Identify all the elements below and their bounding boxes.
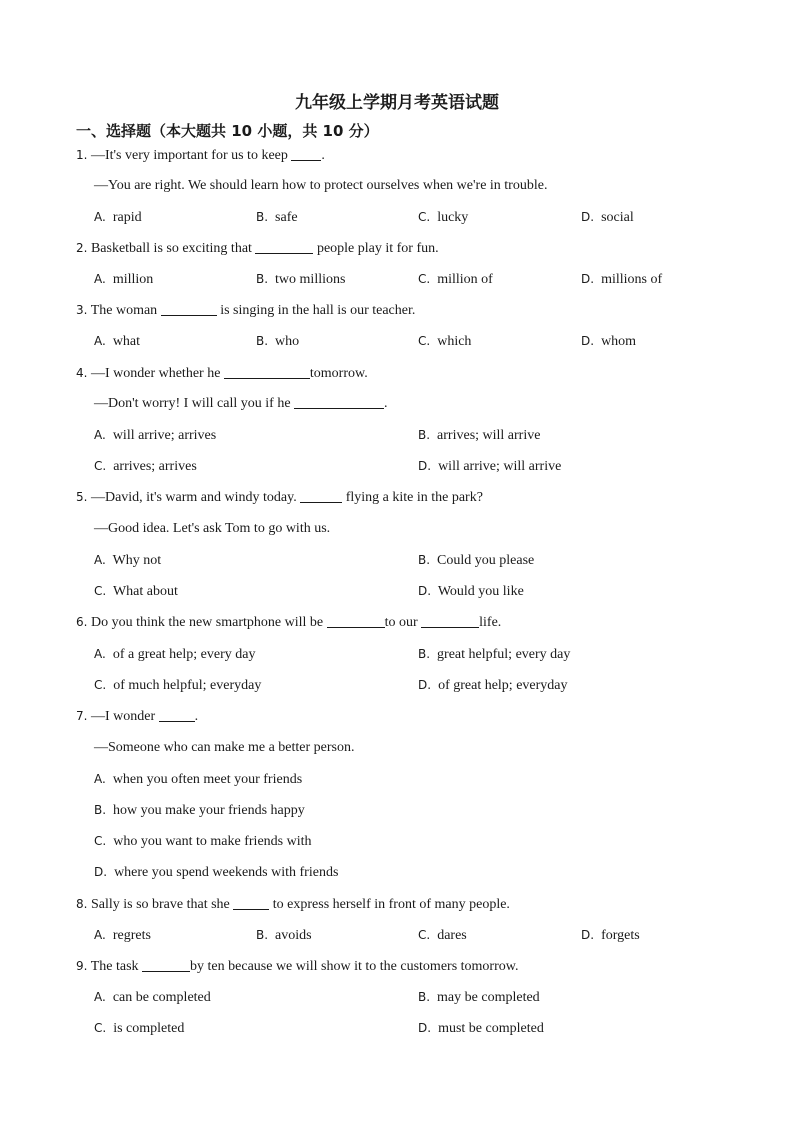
option-letter: A. <box>94 647 106 661</box>
stem-text: is singing in the hall is our teacher. <box>220 303 416 318</box>
option-letter: A. <box>94 553 106 567</box>
option-d[interactable] <box>418 676 568 695</box>
option-text: dares <box>437 928 467 943</box>
option-text: rapid <box>112 210 142 225</box>
page-title: 九年级上学期月考英语试题 <box>295 93 499 113</box>
option-a[interactable] <box>94 426 216 445</box>
option-letter: D. <box>581 210 595 224</box>
option-letter: B. <box>256 210 269 224</box>
option-text: Why not <box>112 553 162 568</box>
option-letter: C. <box>94 584 107 598</box>
option-text: which <box>437 334 472 349</box>
option-text: may be completed <box>437 990 540 1005</box>
option-text: will arrive; arrives <box>112 428 217 443</box>
question-8-stem <box>76 895 510 914</box>
stem-text: tomorrow. <box>309 366 368 381</box>
section-heading: 一、选择题（本大题共 10 小题，共 10 分） <box>76 122 379 140</box>
question-number: 6. <box>76 615 88 629</box>
option-d[interactable] <box>418 582 524 601</box>
option-letter: D. <box>581 334 595 348</box>
option-letter: C. <box>94 834 107 848</box>
option-letter: B. <box>418 553 431 567</box>
option-d[interactable] <box>418 457 561 476</box>
option-letter: B. <box>418 990 431 1004</box>
option-letter: A. <box>94 272 106 286</box>
option-c[interactable] <box>94 1019 184 1038</box>
option-a[interactable] <box>94 926 151 945</box>
question-5-stem <box>76 488 483 507</box>
option-c[interactable] <box>418 208 468 227</box>
option-a[interactable] <box>94 270 153 289</box>
option-text: where you spend weekends with friends <box>114 865 339 880</box>
option-text: must be completed <box>438 1021 544 1036</box>
option-text: two millions <box>275 272 346 287</box>
option-text: safe <box>275 210 298 225</box>
option-b[interactable] <box>94 801 305 820</box>
option-b[interactable] <box>418 988 540 1007</box>
option-text: regrets <box>112 928 151 943</box>
option-d[interactable] <box>581 332 636 351</box>
stem-text: —David, it's warm and windy today. <box>90 490 297 505</box>
answer-blank <box>421 614 479 628</box>
stem-text: by ten because we will show it to the customers tomorrow. <box>190 959 519 974</box>
option-text: lucky <box>437 210 469 225</box>
option-text: million <box>112 272 154 287</box>
option-c[interactable] <box>418 332 471 351</box>
stem-text: . <box>194 709 199 724</box>
option-text: arrives; will arrive <box>437 428 541 443</box>
stem-text: —I wonder <box>90 709 156 724</box>
question-4-reply <box>94 395 388 413</box>
option-text: who <box>275 334 300 349</box>
option-letter: B. <box>256 272 269 286</box>
option-d[interactable] <box>581 208 634 227</box>
option-letter: A. <box>94 428 106 442</box>
option-text: social <box>601 210 634 225</box>
stem-text: —It's very important for us to keep <box>90 148 288 163</box>
answer-blank <box>327 614 385 628</box>
option-text: how you make your friends happy <box>113 803 305 818</box>
option-text: of much helpful; everyday <box>113 678 262 693</box>
stem-text: The woman <box>90 303 158 318</box>
option-letter: C. <box>418 210 431 224</box>
question-number: 7. <box>76 709 88 723</box>
question-6-stem <box>76 613 501 632</box>
question-4-stem <box>76 364 368 383</box>
option-b[interactable] <box>256 270 345 289</box>
stem-text: people play it for fun. <box>316 241 439 256</box>
option-letter: C. <box>94 678 107 692</box>
stem-text: to express herself in front of many people. <box>272 897 510 912</box>
option-letter: D. <box>418 678 432 692</box>
option-text: avoids <box>275 928 312 943</box>
answer-blank <box>294 395 384 409</box>
option-a[interactable] <box>94 208 142 227</box>
option-a[interactable] <box>94 770 302 789</box>
stem-text: life. <box>479 615 502 630</box>
answer-blank <box>161 302 217 316</box>
option-text: whom <box>601 334 637 349</box>
question-3-stem <box>76 301 415 320</box>
option-b[interactable] <box>256 208 298 227</box>
question-9-stem <box>76 957 518 976</box>
option-letter: B. <box>94 803 107 817</box>
answer-blank <box>224 365 310 379</box>
question-1-stem <box>76 146 325 165</box>
option-text: when you often meet your friends <box>112 772 303 787</box>
answer-blank <box>233 896 269 910</box>
question-number: 3. <box>76 303 88 317</box>
option-text: What about <box>112 584 178 599</box>
option-letter: A. <box>94 990 106 1004</box>
option-a[interactable] <box>94 551 161 570</box>
option-letter: D. <box>418 584 432 598</box>
answer-blank <box>300 489 342 503</box>
stem-text: —I wonder whether he <box>90 366 221 381</box>
option-d[interactable] <box>581 270 662 289</box>
option-text: great helpful; every day <box>437 647 571 662</box>
option-c[interactable] <box>94 832 312 851</box>
option-b[interactable] <box>418 645 570 664</box>
option-letter: B. <box>256 334 269 348</box>
question-7-reply: —Someone who can make me a better person. <box>94 740 355 755</box>
question-7-stem <box>76 707 198 726</box>
option-text: who you want to make friends with <box>113 834 312 849</box>
option-letter: B. <box>418 647 431 661</box>
option-b[interactable] <box>418 551 534 570</box>
option-text: Would you like <box>437 584 524 599</box>
option-text: what <box>112 334 141 349</box>
stem-text: Do you think the new smartphone will be <box>90 615 324 630</box>
question-number: 2. <box>76 241 88 255</box>
question-number: 1. <box>76 148 88 162</box>
option-letter: D. <box>581 928 595 942</box>
stem-text: Basketball is so exciting that <box>90 241 252 256</box>
option-text: is completed <box>113 1021 185 1036</box>
option-b[interactable] <box>256 332 299 351</box>
option-a[interactable] <box>94 332 140 351</box>
option-a[interactable] <box>94 645 255 664</box>
option-text: can be completed <box>112 990 211 1005</box>
option-text: arrives; arrives <box>113 459 197 474</box>
option-letter: B. <box>418 428 431 442</box>
question-5-reply: —Good idea. Let's ask Tom to go with us. <box>94 521 331 536</box>
option-text: Could you please <box>437 553 535 568</box>
option-d[interactable] <box>581 926 640 945</box>
option-c[interactable] <box>94 582 178 601</box>
option-letter: D. <box>418 1021 432 1035</box>
option-letter: A. <box>94 772 106 786</box>
answer-blank <box>159 708 195 722</box>
option-b[interactable] <box>418 426 540 445</box>
answer-blank <box>255 240 313 254</box>
stem-text: to our <box>384 615 418 630</box>
option-letter: A. <box>94 210 106 224</box>
option-text: of a great help; every day <box>112 647 256 662</box>
option-letter: C. <box>418 272 431 286</box>
stem-text: . <box>384 396 388 411</box>
option-letter: C. <box>418 928 431 942</box>
answer-blank <box>142 958 190 972</box>
option-letter: C. <box>94 459 107 473</box>
option-letter: D. <box>94 865 108 879</box>
option-d[interactable] <box>94 863 338 882</box>
question-number: 5. <box>76 490 88 504</box>
question-number: 8. <box>76 897 88 911</box>
option-letter: C. <box>418 334 431 348</box>
option-letter: A. <box>94 334 106 348</box>
stem-text: —Don't worry! I will call you if he <box>94 396 291 411</box>
stem-text: Sally is so brave that she <box>90 897 230 912</box>
stem-text: flying a kite in the park? <box>345 490 483 505</box>
question-number: 9. <box>76 959 88 973</box>
option-letter: D. <box>581 272 595 286</box>
option-letter: B. <box>256 928 269 942</box>
option-text: will arrive; will arrive <box>438 459 562 474</box>
question-2-stem <box>76 239 439 258</box>
question-number: 4. <box>76 366 88 380</box>
option-text: million of <box>437 272 493 287</box>
option-c[interactable] <box>94 676 261 695</box>
question-1-reply: —You are right. We should learn how to protect ourselves when we're in trouble. <box>94 178 548 193</box>
option-letter: A. <box>94 928 106 942</box>
stem-text: The task <box>90 959 139 974</box>
option-text: of great help; everyday <box>438 678 568 693</box>
option-letter: D. <box>418 459 432 473</box>
answer-blank <box>291 147 321 161</box>
option-c[interactable] <box>418 926 467 945</box>
option-b[interactable] <box>256 926 312 945</box>
option-a[interactable] <box>94 988 211 1007</box>
option-c[interactable] <box>94 457 197 476</box>
option-d[interactable] <box>418 1019 544 1038</box>
option-text: forgets <box>601 928 640 943</box>
option-c[interactable] <box>418 270 493 289</box>
option-letter: C. <box>94 1021 107 1035</box>
option-text: millions of <box>601 272 663 287</box>
stem-text: . <box>321 148 325 163</box>
